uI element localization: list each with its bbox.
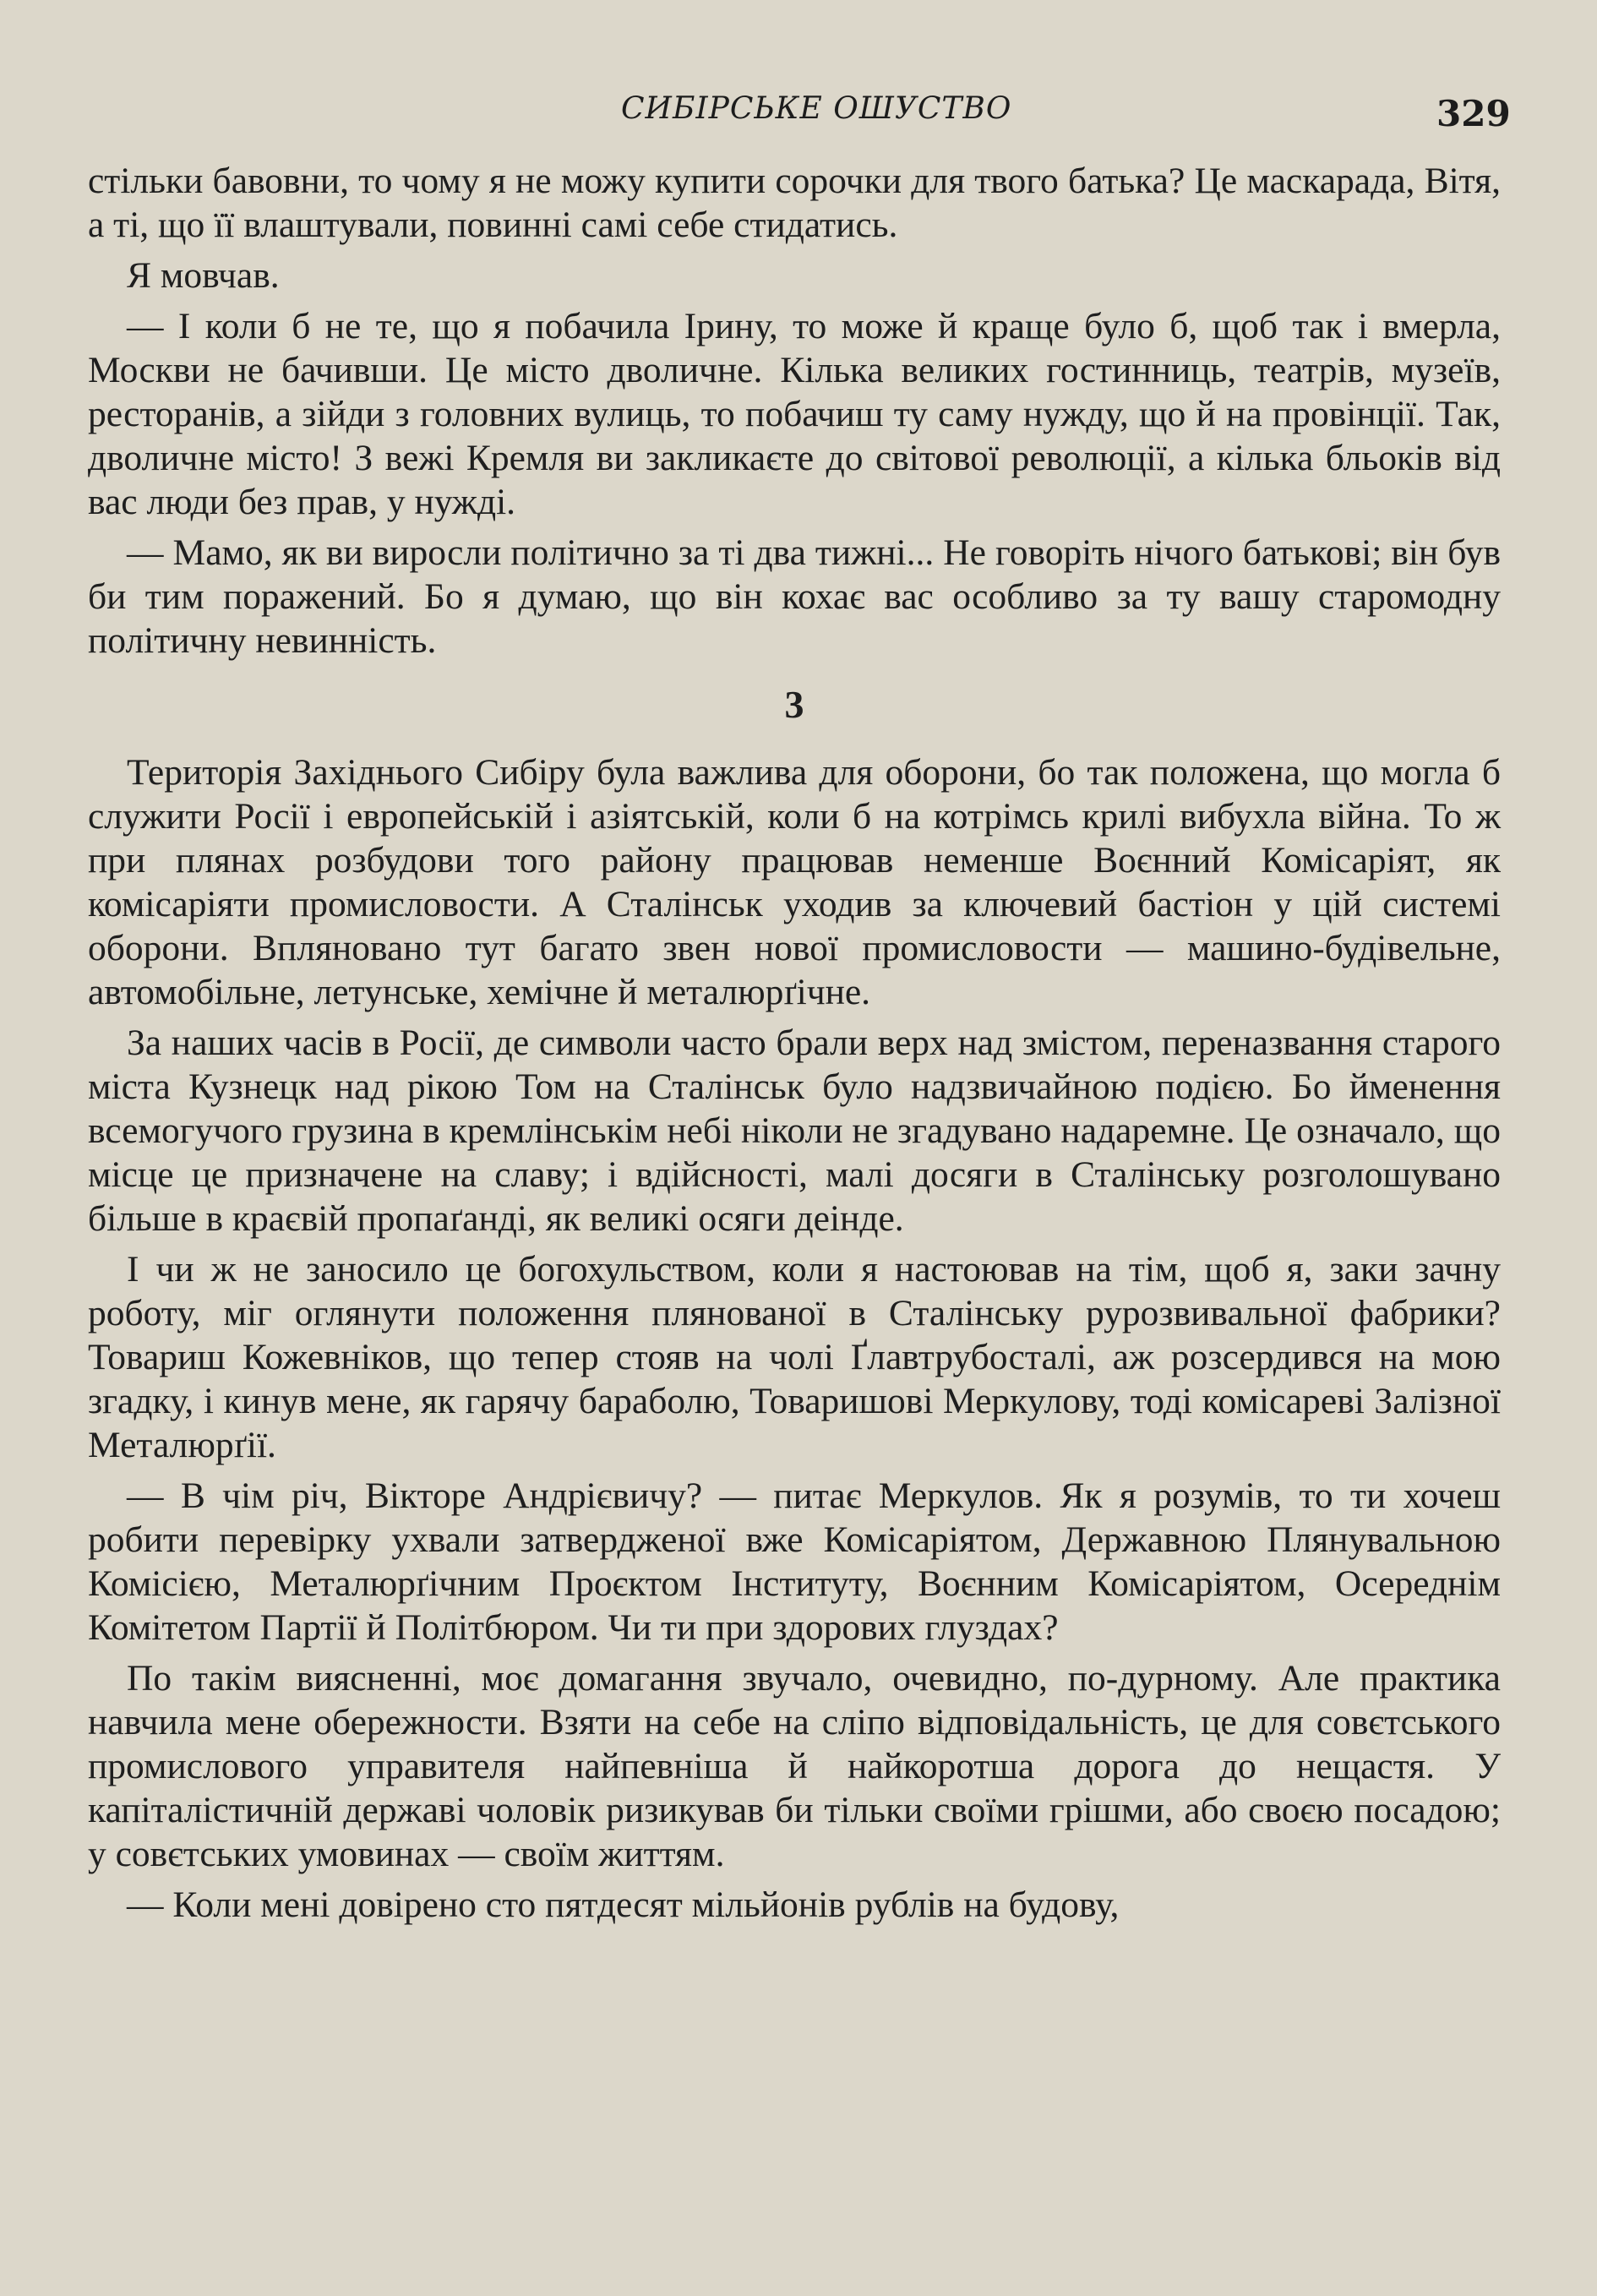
paragraph: — І коли б не те, що я побачила Ірину, то може й краще було б, щоб так і вмерла, Москви не бачивши. Це місто дволичне. Кілька великих гостинниць, театрів, музеїв, ресторанів, а зійди з головних вулиць, то побачиш ту саму нужду, що й на провінції. Так, дволичне місто! З вежі Кремля ви закликаєте до світової революції, а кілька бльоків від вас люди без прав, у нужді.	[88, 306, 1501, 522]
paragraph: І чи ж не заносило це богохульством, коли я настоював на тім, щоб я, заки зачну роботу, міг оглянути положення плянованої в Сталінську рурозвивальної фабрики? Товариш Кожевніков, що тепер стояв на чолі Ґлавтрубосталі, аж розсердився на мою згадку, і кинув мене, як гарячу бараболю, Товаришові Меркулову, тоді комісареві Залізної Металюрґії.	[88, 1249, 1501, 1465]
body-text	[88, 159, 1501, 1927]
paragraph: Територія Західнього Сибіру була важлива для оборони, бо так положена, що могла б служити Росії і европейській і азіятській, коли б на котрімсь крилі вибухла війна. То ж при плянах розбудови того району працював неменше Воєнний Комісаріят, як комісаріяти промисловости. А Сталінськ уходив за ключевий бастіон у цій системі оборони. Впляновано тут багато звен нової промисловости — машино-будівельне, автомобільне, летунське, хемічне й металюрґічне.	[88, 752, 1501, 1012]
paragraph: — Коли мені довірено сто пятдесят мільйонів рублів на будову,	[127, 1884, 1120, 1925]
paragraph: — Мамо, як ви виросли політично за ті два тижні... Не говоріть нічого батькові; він був би тим поражений. Бо я думаю, що він кохає вас особливо за ту вашу старомодну політичну невинність.	[88, 532, 1501, 661]
paragraph: За наших часів в Росії, де символи часто брали верх над змістом, переназвання старого міста Кузнецк над рікою Том на Сталінськ було надзвичайною подією. Бо йменення всемогучого грузина в кремлінськім небі ніколи не згадувано надаремне. Це означало, що місце це призначене на славу; і вдійсності, малі досяги в Сталінську розголошувано більше в краєвій пропаґанді, як великі осяги деінде.	[88, 1023, 1501, 1239]
page-header	[0, 91, 1597, 150]
paragraph: стільки бавовни, то чому я не можу купити сорочки для твого батька? Це маскарада, Вітя, а ті, що її влаштували, повинні самі себе стидатись.	[88, 161, 1501, 245]
section-number: 3	[784, 683, 804, 726]
paragraph: — В чім річ, Вікторе Андрієвичу? — питає Меркулов. Як я розумів, то ти хочеш робити перевірку ухвали затвердженої вже Комісаріятом, Державною Плянувальною Комісією, Металюрґічним Проєктом Інституту, Воєнним Комісаріятом, Осереднім Комітетом Партії й Політбюром. Чи ти при здорових глуздах?	[88, 1475, 1501, 1648]
page-number: 329	[1436, 93, 1511, 134]
paragraph: По такім виясненні, моє домагання звучало, очевидно, по-дурному. Але практика навчила мене обережности. Взяти на себе на сліпо відповідальність, це для совєтського промислового управителя найпевніша й найкоротша дорога до нещастя. У капіталістичній державі чоловік ризикував би тільки своїми грішми, або своєю посадою; у совєтських умовинах — своїм життям.	[88, 1658, 1501, 1874]
paragraph: Я мовчав.	[127, 255, 280, 296]
running-head: СИБІРСЬКЕ ОШУСТВО	[621, 91, 1012, 126]
